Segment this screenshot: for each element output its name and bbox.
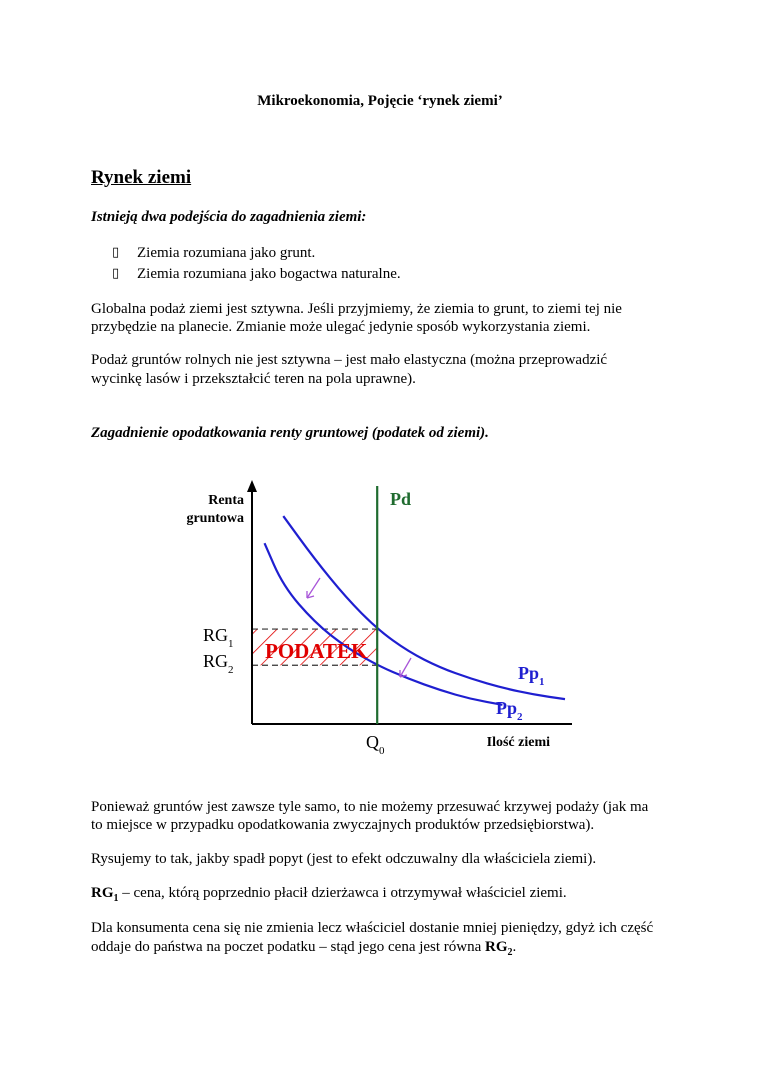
bullet-icon: ▯ xyxy=(112,266,120,281)
shift-arrow-2 xyxy=(400,658,411,677)
pp2-label: $Pp_2$ xyxy=(496,698,523,723)
page-title: Mikroekonomia, Pojęcie ‘rynek ziemi’ xyxy=(257,93,503,109)
x-axis-label: Ilość ziemi xyxy=(486,735,550,750)
list-item: Ziemia rozumiana jako bogactwa naturalne. xyxy=(137,266,401,282)
shift-arrow-1 xyxy=(307,578,320,598)
paragraph-line: Ponieważ gruntów jest zawsze tyle samo, to nie możemy przesuwać krzywej podaży (jak ma xyxy=(91,799,649,815)
rg2-term: $RG_2$ xyxy=(485,939,513,958)
paragraph-line: Podaż gruntów rolnych nie jest sztywna – jest mało elastyczna (można przeprowadzić xyxy=(91,352,608,368)
curve-pp2 xyxy=(265,543,503,705)
paragraph-line: to miejsce w przypadku opodatkowania zwyczajnych produktów przedsiębiorstwa). xyxy=(91,817,595,833)
rg2-label: $RG_2$ xyxy=(203,651,234,677)
y-axis-arrow-icon xyxy=(247,480,257,492)
section-2-heading: Zagadnienie opodatkowania renty gruntowej (podatek od ziemi). xyxy=(91,425,489,441)
land-rent-chart xyxy=(0,470,760,770)
y-axis-label-line2: gruntowa xyxy=(186,511,244,526)
tax-area-label: PODATEK xyxy=(265,639,368,663)
rg1-term: $RG_1$ xyxy=(91,885,119,904)
intro-text: Istnieją dwa podejścia do zagadnienia ziemi: xyxy=(91,209,367,225)
section-heading: Rynek ziemi xyxy=(91,167,192,188)
paragraph-line: Dla konsumenta cena się nie zmienia lecz właściciel dostanie mniej pieniędzy, gdyż ich część xyxy=(91,920,654,936)
paragraph-line: oddaje do państwa na poczet podatku – stąd jego cena jest równa $RG_2$. xyxy=(91,939,517,958)
pd-label: Pd xyxy=(390,489,412,509)
pp1-label: $Pp_1$ xyxy=(518,663,545,688)
paragraph-line: wycinkę lasów i przekształcić teren na pola uprawne). xyxy=(91,371,416,387)
paragraph-line: przybędzie na planecie. Zmianie może ulegać jedynie sposób wykorzystania ziemi. xyxy=(91,319,591,335)
paragraph-line: Globalna podaż ziemi jest sztywna. Jeśli przyjmiemy, że ziemia to grunt, to ziemi tej nie xyxy=(91,301,622,317)
q0-label: $Q_0$ xyxy=(366,732,385,757)
rg1-label: $RG_1$ xyxy=(203,625,234,651)
paragraph-5: $RG_1$ – cena, którą poprzednio płacił dzierżawca i otrzymywał właściciel ziemi. xyxy=(91,885,567,904)
list-item: Ziemia rozumiana jako grunt. xyxy=(137,245,316,261)
y-axis-label-line1: Renta xyxy=(208,493,244,508)
bullet-icon: ▯ xyxy=(112,245,120,260)
paragraph-4: Rysujemy to tak, jakby spadł popyt (jest to efekt odczuwalny dla właściciela ziemi). xyxy=(91,851,597,867)
